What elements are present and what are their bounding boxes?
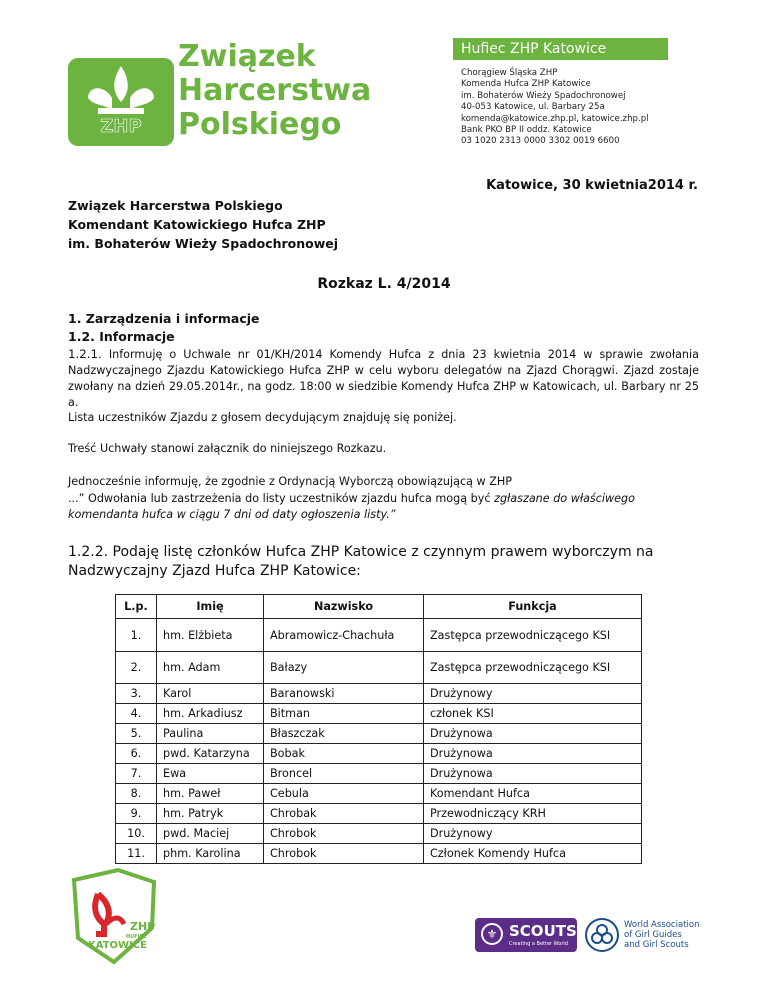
- paragraph-text: Informuję o Uchwale nr 01/KH/2014 Komendy Hufca z dnia 23 kwietnia 2014 w sprawie zwołania Nadzwyczajnego Zjazdu Katowickiego Hufca ZHP w celu wyboru delegatów na Zjazd Chorągwi. Zjazd zostaje zwołany na dzień 29.05.2014r., na godz. 18:00 w siedzibie Komendy Hufca ZHP w Katowicach, ul. Barbary nr 25 a.: [68, 348, 699, 409]
- cell-lp: 5.: [116, 724, 157, 744]
- logo-line: Polskiego: [178, 107, 342, 142]
- cell-funkcja: członek KSI: [424, 704, 642, 724]
- cell-funkcja: Drużynowy: [424, 684, 642, 704]
- cell-funkcja: Drużynowy: [424, 824, 642, 844]
- cell-funkcja: Przewodniczący KRH: [424, 804, 642, 824]
- cell-funkcja: Komendant Hufca: [424, 784, 642, 804]
- info-line: Chorągiew Śląska ZHP: [461, 68, 558, 78]
- table-row: [116, 684, 642, 704]
- hufiec-katowice-logo: [68, 868, 160, 964]
- sender-line: Komendant Katowickiego Hufca ZHP: [68, 217, 326, 232]
- cell-lp: 7.: [116, 764, 157, 784]
- cell-nazwisko: Abramowicz-Chachuła: [264, 619, 424, 652]
- hufiec-logo-hufiec: HUFIEC: [126, 934, 147, 940]
- cell-imie: Paulina: [157, 724, 264, 744]
- logo-emblem-text: ZHP: [100, 116, 142, 137]
- info-line: Komenda Hufca ZHP Katowice: [461, 79, 591, 90]
- info-line-email[interactable]: komenda@katowice.zhp.pl, katowice.zhp.pl: [461, 113, 649, 124]
- col-header-nazwisko: Nazwisko: [264, 595, 424, 619]
- cell-imie: pwd. Maciej: [157, 824, 264, 844]
- hufiec-logo-katowice: KATOWICE: [88, 940, 147, 951]
- cell-lp: 2.: [116, 652, 157, 684]
- logo-line: Związek: [178, 39, 316, 74]
- table-row: [116, 744, 642, 764]
- fleur-de-lis-icon: [68, 58, 174, 146]
- document-date: Katowice, 30 kwietnia2014 r.: [486, 178, 698, 193]
- cell-nazwisko: Chrobak: [264, 804, 424, 824]
- scouts-tagline: Creating a Better World: [509, 941, 568, 947]
- cell-imie: Karol: [157, 684, 264, 704]
- subsection-heading: 1.2. Informacje: [68, 329, 175, 344]
- table-row: [116, 844, 642, 864]
- cell-lp: 9.: [116, 804, 157, 824]
- cell-imie: hm. Elżbieta: [157, 619, 264, 652]
- cell-funkcja: Zastępca przewodniczącego KSI: [424, 652, 642, 684]
- cell-nazwisko: Baranowski: [264, 684, 424, 704]
- cell-imie: hm. Arkadiusz: [157, 704, 264, 724]
- cell-nazwisko: Błaszczak: [264, 724, 424, 744]
- paragraph-1b: Lista uczestników Zjazdu z głosem decydującym znajduję się poniżej.: [68, 411, 457, 424]
- wagggs-logo-text: [624, 920, 699, 950]
- sender-block: [68, 196, 338, 253]
- wagggs-line: of Girl Guides: [624, 930, 682, 940]
- cell-lp: 1.: [116, 619, 157, 652]
- paragraph-4: [68, 491, 699, 523]
- cell-lp: 11.: [116, 844, 157, 864]
- cell-imie: phm. Karolina: [157, 844, 264, 864]
- scouts-fleur-icon: ⚜: [481, 923, 503, 945]
- wagggs-line: and Girl Scouts: [624, 940, 689, 950]
- cell-nazwisko: Cebula: [264, 784, 424, 804]
- logo-line: Harcerstwa: [178, 73, 372, 108]
- sender-line: im. Bohaterów Wieży Spadochronowej: [68, 236, 339, 251]
- cell-lp: 3.: [116, 684, 157, 704]
- table-row: [116, 824, 642, 844]
- wagggs-trefoil-icon: [585, 918, 619, 952]
- zhp-logo-wordmark: [178, 40, 371, 142]
- info-line: 03 1020 2313 0000 3302 0019 6600: [461, 136, 620, 147]
- cell-funkcja: Drużynowa: [424, 724, 642, 744]
- table-row: [116, 652, 642, 684]
- cell-imie: hm. Patryk: [157, 804, 264, 824]
- wagggs-line: World Association: [624, 920, 700, 930]
- paragraph-1: [68, 346, 699, 411]
- table-row: [116, 764, 642, 784]
- cell-lp: 10.: [116, 824, 157, 844]
- cell-nazwisko: Chrobok: [264, 824, 424, 844]
- section-heading: 1. Zarządzenia i informacje: [68, 311, 260, 326]
- hufiec-title-bar: Hufiec ZHP Katowice: [453, 38, 668, 60]
- cell-funkcja: Członek Komendy Hufca: [424, 844, 642, 864]
- cell-funkcja: Drużynowa: [424, 744, 642, 764]
- paragraph-number: 1.2.1.: [68, 347, 102, 361]
- col-header-funkcja: Funkcja: [424, 595, 642, 619]
- scouts-label: SCOUTS: [509, 922, 577, 940]
- table-row: [116, 704, 642, 724]
- members-table: [115, 594, 642, 864]
- paragraph-2: Treść Uchwały stanowi załącznik do niniejszego Rozkazu.: [68, 442, 387, 455]
- hufiec-logo-zhp: ZHP: [130, 920, 156, 933]
- cell-nazwisko: Bałazy: [264, 652, 424, 684]
- document-title: Rozkaz L. 4/2014: [317, 276, 451, 292]
- cell-lp: 6.: [116, 744, 157, 764]
- table-row: [116, 619, 642, 652]
- cell-imie: pwd. Katarzyna: [157, 744, 264, 764]
- info-line: im. Bohaterów Wieży Spadochronowej: [461, 90, 626, 101]
- paragraph-3: Jednocześnie informuję, że zgodnie z Ordynacją Wyborczą obowiązującą w ZHP: [68, 475, 513, 488]
- table-row: [116, 784, 642, 804]
- scouts-logo: [475, 918, 577, 952]
- zhp-logo-emblem: [68, 58, 174, 146]
- cell-imie: hm. Adam: [157, 652, 264, 684]
- quote-italic-text: zgłaszane do właściwego komendanta hufca w ciągu 7 dni od daty ogłoszenia listy.”: [68, 492, 635, 521]
- section-2-heading: 1.2.2. Podaję listę członków Hufca ZHP Katowice z czynnym prawem wyborczym na Nadzwyczajny Zjazd Hufca ZHP Katowice:: [68, 544, 654, 579]
- info-line: Bank PKO BP II oddz. Katowice: [461, 125, 592, 136]
- cell-funkcja: Zastępca przewodniczącego KSI: [424, 619, 642, 652]
- hufiec-contact-info: [461, 68, 649, 148]
- cell-lp: 4.: [116, 704, 157, 724]
- cell-imie: hm. Paweł: [157, 784, 264, 804]
- cell-imie: Ewa: [157, 764, 264, 784]
- cell-nazwisko: Bobak: [264, 744, 424, 764]
- cell-nazwisko: Bitman: [264, 704, 424, 724]
- quote-text: ...” Odwołania lub zastrzeżenia do listy uczestników zjazdu hufca mogą być: [68, 492, 495, 505]
- col-header-lp: L.p.: [116, 595, 157, 619]
- info-line: 40-053 Katowice, ul. Barbary 25a: [461, 102, 605, 113]
- col-header-imie: Imię: [157, 595, 264, 619]
- cell-lp: 8.: [116, 784, 157, 804]
- sender-line: Związek Harcerstwa Polskiego: [68, 198, 283, 213]
- table-row: [116, 804, 642, 824]
- table-header-row: [116, 595, 642, 619]
- cell-nazwisko: Chrobok: [264, 844, 424, 864]
- cell-nazwisko: Broncel: [264, 764, 424, 784]
- hufiec-shield-icon: [68, 868, 160, 964]
- cell-funkcja: Drużynowa: [424, 764, 642, 784]
- table-row: [116, 724, 642, 744]
